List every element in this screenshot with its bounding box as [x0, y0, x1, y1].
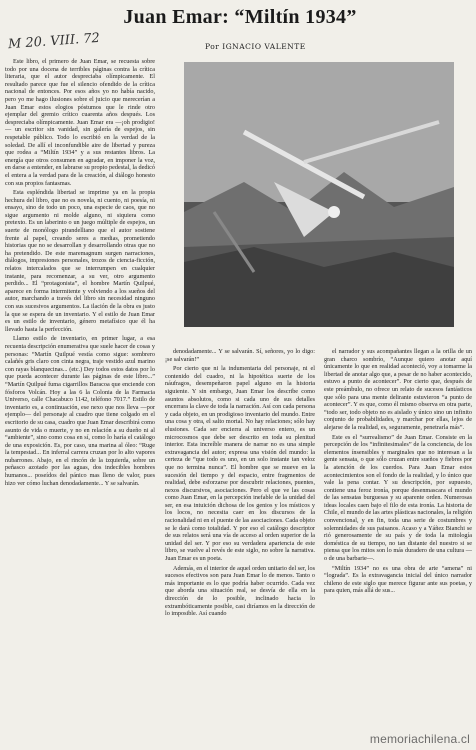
paragraph: “Miltín 1934” no es una obra de arte “amena” ni “lograda”. Es la extravagancia inicial del único narrador chileno de este siglo que merece figurar ante sus poetas, y para quien, más allá de sus... — [324, 564, 472, 595]
article-column-1 — [5, 58, 155, 748]
paragraph: Por cierto que ni la indumentaria del personaje, ni el contenido del cuadro, ni la hipotética suerte de los náufragos, desempeñaron papel alguno en la historia siguiente. Y sin embargo, Juan Emar los describe como asuntos absolutos, como si cada uno de sus detalles encerrara la clave de toda la narración. Así con cada persona y cada objeto, en un prodigioso inventario del mundo. Entre una cosa y otra, el salto mortal. No hay relaciones; sólo hay elusiones. Cada ser encierra al universo entero, es un microcosmos que debe ser descrito en toda su plenitud interior. Esta increíble manera de narrar no es una simple extravagancia del autor; expresa una visión del mundo: la certeza de “que todo es uno, en un solo instante tan veloz que no termina nunca”. El hombre que se mueve en la sucesión del tiempo y del espacio, entre fragmentos de realidad, debe esforzarse por descubrir relaciones, puentes, nexos discursivos, asociaciones. Pero el que ve las cosas como Juan Emar, en la percepción inefable de la unidad del ser, en esa intuición dichosa de los genios y los místicos y los locos, no necesita caer en los discursos de la racionalidad ni en el puente de las asociaciones. Cada objeto se le dará como totalidad. Y por eso el catálogo descriptor de sus relatos será una vía de acceso al orden superior de la unidad del ser. Y por eso su verdadera apariencia de este libro, se vuelve al revés de este siglo, no sobre la narrativa. Juan Emar es un poeta. — [165, 365, 315, 563]
handwritten-date: M 20. VIII. 72 — [7, 30, 101, 53]
paragraph: Este es el “surrealismo” de Juan Emar. Consiste en la percepción de los “infinitesimales” de la conciencia, de los elementos ínsensibles y marginales que no interesan a la gente sensata, o que sólo cruzan entre sueños y fiebres por la atención de los cuerdos. Para Juan Emar estos acontecimientos son el fondo de la realidad, y lo único que vale la pena contar. Y su descripción, por supuesto, contiene una feroz ironía, porque desenmascara el mundo de las sensatas burguesas y su aparente orden. Numerosas ideas locales caen bajo el filo de esta ironía. La historia de Chile, el mundo de las artes plásticas nacionales, la religión convencional, y en fin, toda una serie de costumbres y solemnidades de sus paisanos. Acaso y a Yáñez Bianchi se rió generosamente de su país y de toda la mitología doméstica de su tiempo, no tan distante del nuestro si se piensa que los mitos son lo más duradero de una cultura —o de una barbarie—. — [324, 433, 472, 563]
watermark: memoriachilena.cl — [369, 732, 470, 746]
article-column-3 — [324, 348, 472, 748]
paragraph: el narrador y sus acompañantes llegan a la orilla de un gran charco sombrío, “Aunque quiero anotar aquí únicamente lo que en realidad aconteció, voy a tomarme la libertad de anotar algo que, a pesar de no haber acontecido, estuvo a punto de acontecer”. Por cierto que, después de este preámbulo, no ofrece un relato de sucesos fantásticos que sólo para una mente delirante estuvieron “a punto de acontecer”. Y es que, como él mismo observa en otra parte, “todo ser, todo objeto no es aislado y único sino un infinito conjunto de probabilidades, y marchar por ellas, lejos de alejarse de la realidad, es, seguramente, penetrarla más”. — [324, 348, 472, 431]
byline: Por IGNACIO VALENTE — [205, 42, 306, 51]
paragraph: Esta espléndida libertad se imprime ya en la propia hechura del libro, que no es novela, ni cuento, ni poesía, ni ensayo, sino de todo un poco, una especie de caos, que no sigue argumento ni molde alguno, ni siquiera como pretexto. Es un laberinto o un juego múltiple de espejos, un suerte de monólogo pirandelliano que el autor sostiene frente al papel, creando seres a medias, prometiendo historias que no se desarrollan y desarrollando otras que no ha pretendido. De este maremagnum surgen narraciones, diálogos, impresiones personales, trozos de ciencia-ficción, relatos intercalados que se interrumpen en cualquier instante, para recomenzar, a su ver, otro argumento perdido... El “protagonista”, el hombre Martín Quilpué, aparece en forma intermitente y volviendo a los sueños del autor, marchando a través del libro sin necesidad ninguno con sus sucesivos argumentos. La ilación de la obra es justo la que se espera de un inventario. Y el estilo de Juan Emar es un estilo de inventario, género metafísico que él ha llevado hasta la perfección. — [5, 189, 155, 333]
paragraph: Este libro, el primero de Juan Emar, se recuesta sobre todo por una docena de terribles páginas contra la crítica literaria, que el autor despreciaba olímpicamente. El resultado parece que fue el silencio ofendido de la crítica nacional de entonces. Por esos años yo no había nacido, pero yo me hago ilusiones sobre el juicio que merecerían a Juan Emar estos elogios póstumos que le rinde otro ejemplar del gremio crítico cuarenta años después. Los despreciaba olímpicamente. Juan Emar era —¡oh prodigio!— un escritor sin vanidad, sin galería de espejos, sin respetable público. Todo lo escribió en la verdad de la soledad. De allí el inconfundible aire de libertad y pureza que rodea a “Miltín 1934” y a sus restantes libros. La energía que otros consumen en agradar, en imponer la voz, en darse a entender, en labrarse su propio pedestal, la dedicó el entera a la verdad para de la creación, al diálogo honesto con sus propios fantasmas. — [5, 58, 155, 187]
article-title: Juan Emar: “Miltín 1934” — [123, 6, 357, 28]
paragraph: denodadamente... Y se salvarán. Sí, señores, yo lo digo: ¡se salvarán!” — [165, 348, 315, 363]
photo-plane-crash-icon — [184, 62, 454, 327]
paragraph: Además, en el interior de aquel orden unitario del ser, los sucesos efectivos son para Juan Emar lo de menos. Tanto o más importante es lo que podría haber ocurrido. Cada vez que aborda una situación real, se desvía de ella en la dirección de lo posible, inclinado hacia lo extrambóticamente posible, casi diríamos en la dirección de lo imposible. Así cuando — [165, 564, 315, 618]
article-column-2 — [165, 348, 315, 748]
paragraph: Llamo estilo de inventario, en primer lugar, a esa recuenta descripción enumerativa que suele hacer de cosas y personas: “Martín Quilpué vestía como sigue: sombrero calañés gris claro con cinta negra, traje vestido azul marino con rayas blanquecinas... (etc.) Dey todos estos datos por lo que pueda acontecer durante las páginas de este libro...” “Martín Quilpué fuma cigarrillos Baracoa que enciende con fósforos Volcán. Hoy a las 6 la Colonia de la Farmacia Universo, calle Chacabuco 1142, teléfono 7017.” Estilo de inventario es, a continuación, ese nexo que nos lleva —por ejemplo— del personaje al cuadro que tiene colgado en el escritorio de su casa, cuadro que Juan Emar describirá como asunto de vida o muerte, y no en relación a su dueño ni al “ambiente”, sino como cosa en sí, como lo haría el catálogo de una exposición. Es, por caso, una marina al óleo: “Ruge la tempestad... En inferral carrera cruzan por lo alto vapores nubarrones. Abajo, en el rincón de la izquierda, sobre un peñasco azotado por las aguas, dos indecibles hombres humanos... poseídos del pánico mas lleno de valor, pues hizo ver cómo luchan denodadamente... Y se salvarán. — [5, 335, 155, 487]
